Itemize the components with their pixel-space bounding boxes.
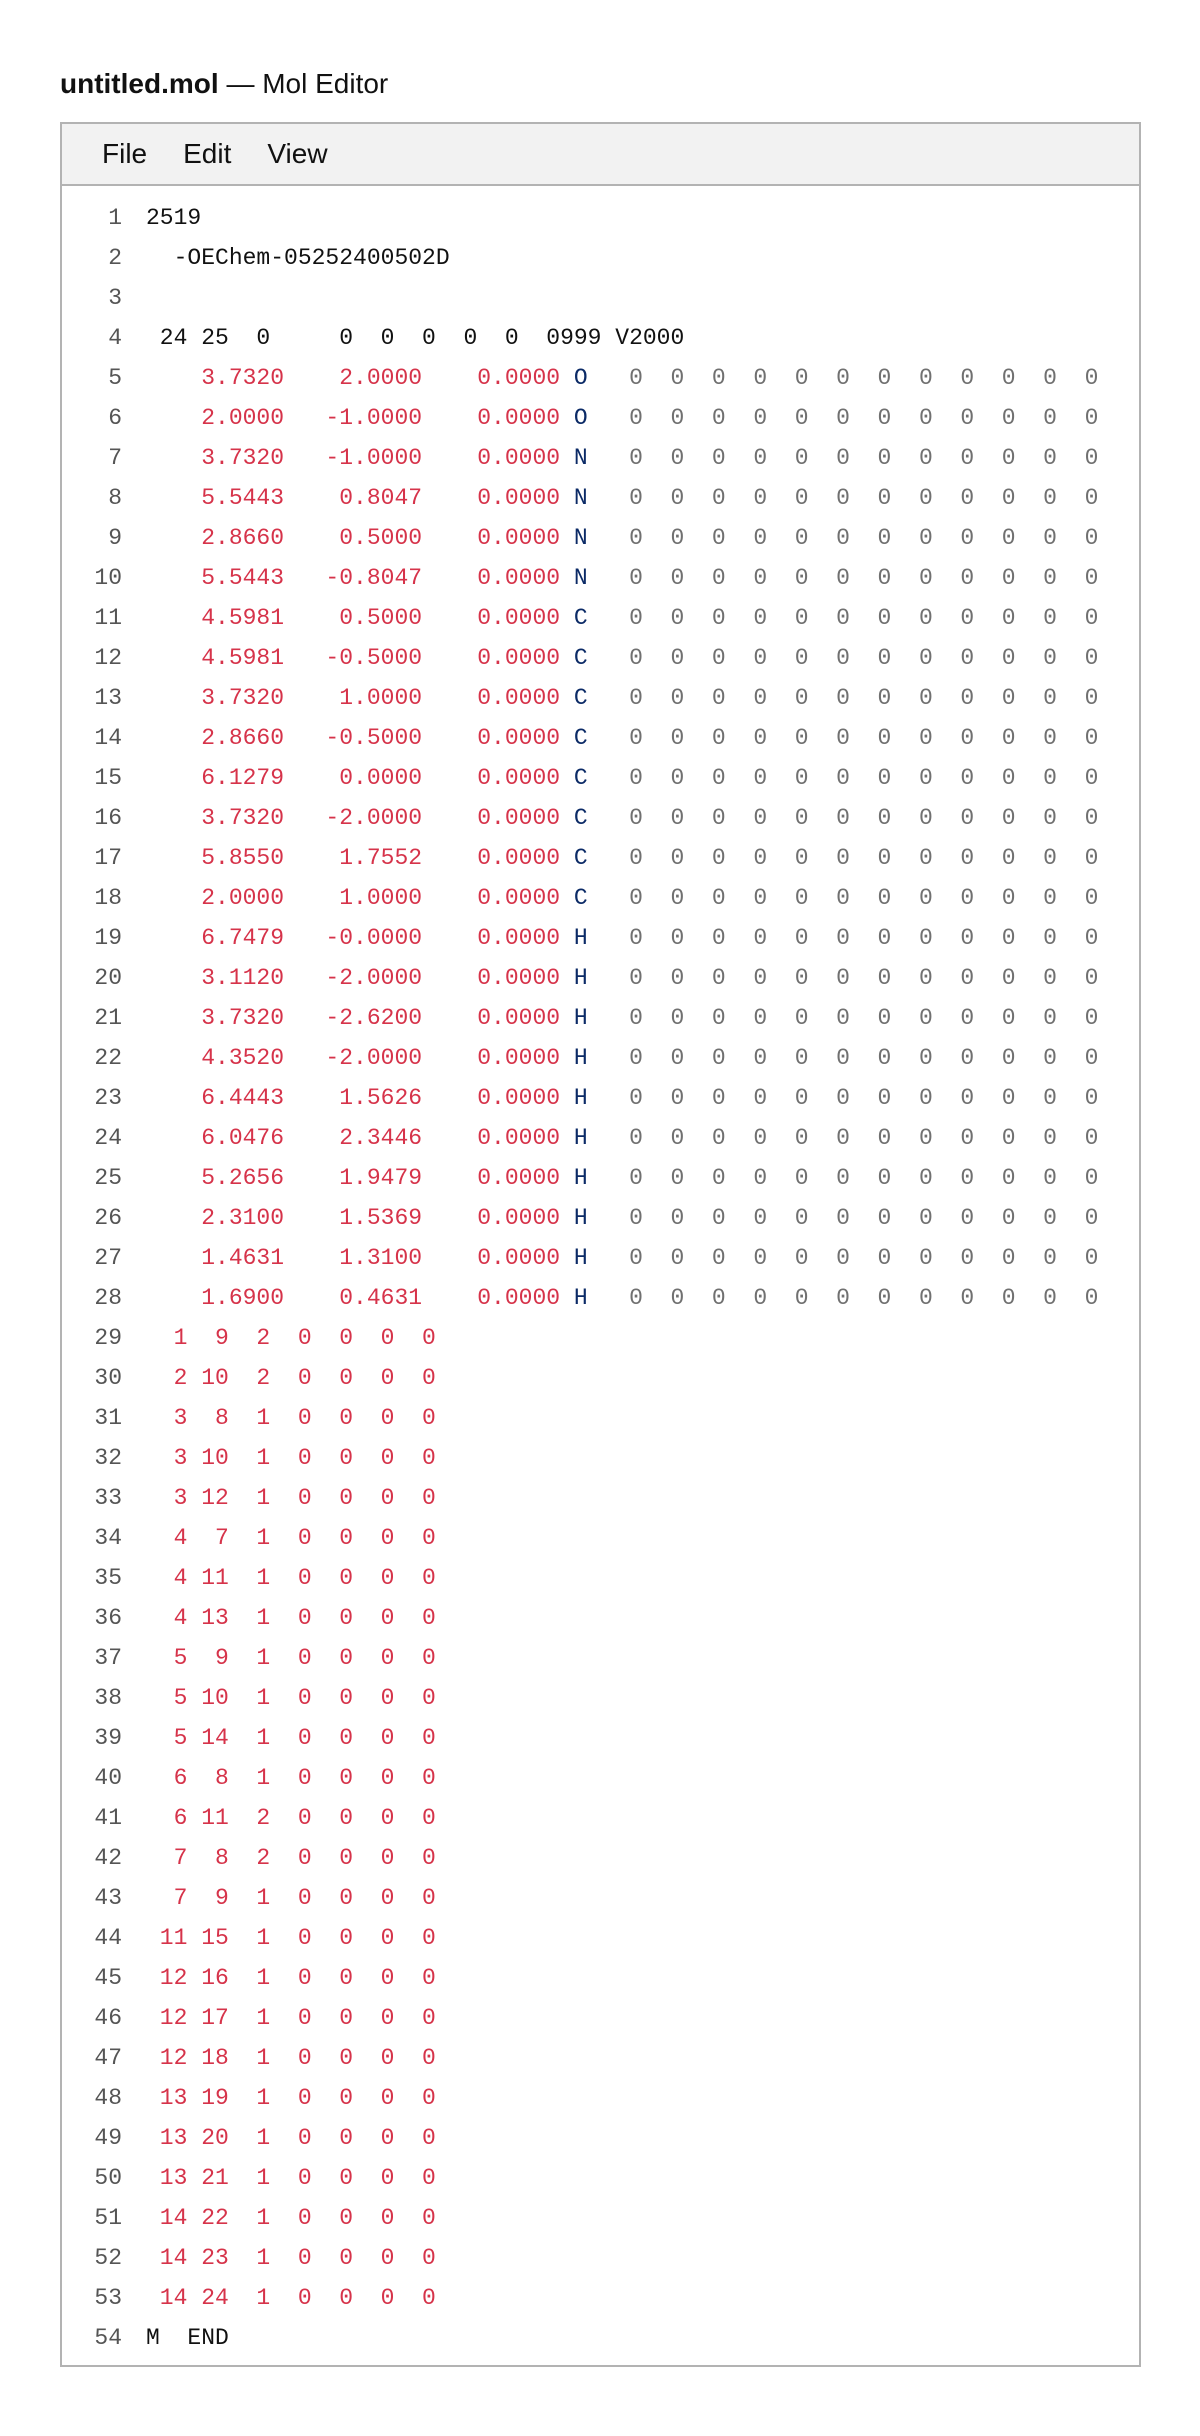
- atom-line[interactable]: [62, 398, 1139, 438]
- header-line[interactable]: [62, 238, 1139, 278]
- bond-text: 3 10 1 0 0 0 0: [146, 1445, 436, 1471]
- header-text: 2519: [146, 205, 202, 231]
- atom-element: C: [573, 645, 588, 671]
- atom-element: N: [573, 445, 588, 471]
- atom-line[interactable]: [62, 798, 1139, 838]
- bond-text: 4 13 1 0 0 0 0: [146, 1605, 436, 1631]
- file-name: untitled.mol: [60, 68, 219, 99]
- atom-flags: 0 0 0 0 0 0 0 0 0 0 0 0: [587, 885, 1099, 911]
- atom-element: H: [573, 1205, 588, 1231]
- line-number: 11: [94, 605, 122, 631]
- atom-line[interactable]: [62, 998, 1139, 1038]
- atom-coords: 1.4631 1.3100 0.0000: [146, 1245, 574, 1271]
- line-number: 28: [94, 1285, 122, 1311]
- line-number: 23: [94, 1085, 122, 1111]
- bond-line[interactable]: [62, 2078, 1139, 2118]
- atom-flags: 0 0 0 0 0 0 0 0 0 0 0 0: [587, 765, 1099, 791]
- line-number: 5: [108, 365, 122, 391]
- line-number: 15: [94, 765, 122, 791]
- bond-text: 5 9 1 0 0 0 0: [146, 1645, 436, 1671]
- bond-line[interactable]: [62, 1518, 1139, 1558]
- bond-line[interactable]: [62, 1798, 1139, 1838]
- atom-line[interactable]: [62, 1158, 1139, 1198]
- bond-line[interactable]: [62, 1918, 1139, 1958]
- line-number: 1: [108, 205, 122, 231]
- atom-flags: 0 0 0 0 0 0 0 0 0 0 0 0: [587, 525, 1099, 551]
- atom-flags: 0 0 0 0 0 0 0 0 0 0 0 0: [587, 1005, 1099, 1031]
- atom-flags: 0 0 0 0 0 0 0 0 0 0 0 0: [587, 565, 1099, 591]
- atom-line[interactable]: [62, 638, 1139, 678]
- atom-line[interactable]: [62, 1278, 1139, 1318]
- bond-text: 13 20 1 0 0 0 0: [146, 2125, 436, 2151]
- line-number: 37: [94, 1645, 122, 1671]
- atom-element: C: [573, 805, 588, 831]
- line-number: 52: [94, 2245, 122, 2271]
- bond-text: 7 8 2 0 0 0 0: [146, 1845, 436, 1871]
- line-number: 21: [94, 1005, 122, 1031]
- footer-line[interactable]: [62, 2318, 1139, 2358]
- line-number: 50: [94, 2165, 122, 2191]
- line-number: 29: [94, 1325, 122, 1351]
- bond-text: 7 9 1 0 0 0 0: [146, 1885, 436, 1911]
- bond-text: 1 9 2 0 0 0 0: [146, 1325, 436, 1351]
- line-number: 31: [94, 1405, 122, 1431]
- line-number: 8: [108, 485, 122, 511]
- atom-coords: 3.7320 -2.6200 0.0000: [146, 1005, 574, 1031]
- atom-element: H: [573, 1005, 588, 1031]
- line-number: 46: [94, 2005, 122, 2031]
- atom-element: O: [573, 365, 588, 391]
- line-number: 17: [94, 845, 122, 871]
- atom-flags: 0 0 0 0 0 0 0 0 0 0 0 0: [587, 485, 1099, 511]
- atom-element: H: [573, 1045, 588, 1071]
- menu-file[interactable]: File: [102, 138, 148, 169]
- atom-flags: 0 0 0 0 0 0 0 0 0 0 0 0: [587, 1165, 1099, 1191]
- atom-flags: 0 0 0 0 0 0 0 0 0 0 0 0: [587, 365, 1099, 391]
- bond-line[interactable]: [62, 1638, 1139, 1678]
- atom-coords: 2.0000 -1.0000 0.0000: [146, 405, 574, 431]
- line-number: 38: [94, 1685, 122, 1711]
- bond-line[interactable]: [62, 1718, 1139, 1758]
- line-number: 49: [94, 2125, 122, 2151]
- bond-text: 13 21 1 0 0 0 0: [146, 2165, 436, 2191]
- atom-line[interactable]: [62, 878, 1139, 918]
- bond-line[interactable]: [62, 1598, 1139, 1638]
- atom-flags: 0 0 0 0 0 0 0 0 0 0 0 0: [587, 925, 1099, 951]
- atom-element: N: [573, 485, 588, 511]
- line-number: 39: [94, 1725, 122, 1751]
- bond-line[interactable]: [62, 1558, 1139, 1598]
- atom-element: N: [573, 565, 588, 591]
- atom-element: O: [573, 405, 588, 431]
- bond-line[interactable]: [62, 1958, 1139, 1998]
- bond-text: 14 24 1 0 0 0 0: [146, 2285, 436, 2311]
- atom-coords: 6.1279 0.0000 0.0000: [146, 765, 574, 791]
- bond-line[interactable]: [62, 1358, 1139, 1398]
- line-number: 10: [94, 565, 122, 591]
- bond-text: 4 7 1 0 0 0 0: [146, 1525, 436, 1551]
- atom-element: H: [573, 1285, 588, 1311]
- menu-view[interactable]: View: [267, 138, 328, 169]
- atom-element: H: [573, 1165, 588, 1191]
- line-number: 30: [94, 1365, 122, 1391]
- atom-element: H: [573, 965, 588, 991]
- bond-text: 12 18 1 0 0 0 0: [146, 2045, 436, 2071]
- line-number: 53: [94, 2285, 122, 2311]
- atom-line[interactable]: [62, 958, 1139, 998]
- atom-line[interactable]: [62, 598, 1139, 638]
- bond-text: 5 10 1 0 0 0 0: [146, 1685, 436, 1711]
- bond-line[interactable]: [62, 1318, 1139, 1358]
- line-number: 43: [94, 1885, 122, 1911]
- atom-coords: 5.8550 1.7552 0.0000: [146, 845, 574, 871]
- app-name: — Mol Editor: [226, 68, 389, 99]
- line-number: 51: [94, 2205, 122, 2231]
- menu-edit[interactable]: Edit: [183, 138, 232, 169]
- line-number: 26: [94, 1205, 122, 1231]
- line-number: 4: [108, 325, 122, 351]
- line-number: 2: [108, 245, 122, 271]
- atom-coords: 5.5443 -0.8047 0.0000: [146, 565, 574, 591]
- atom-element: C: [573, 725, 588, 751]
- atom-flags: 0 0 0 0 0 0 0 0 0 0 0 0: [587, 1245, 1099, 1271]
- header-line[interactable]: [62, 278, 1139, 318]
- line-number: 3: [108, 285, 122, 311]
- atom-flags: 0 0 0 0 0 0 0 0 0 0 0 0: [587, 405, 1099, 431]
- bond-line[interactable]: [62, 2118, 1139, 2158]
- line-number: 25: [94, 1165, 122, 1191]
- atom-flags: 0 0 0 0 0 0 0 0 0 0 0 0: [587, 605, 1099, 631]
- bond-line[interactable]: [62, 2238, 1139, 2278]
- line-number: 36: [94, 1605, 122, 1631]
- atom-flags: 0 0 0 0 0 0 0 0 0 0 0 0: [587, 1285, 1099, 1311]
- bond-line[interactable]: [62, 1758, 1139, 1798]
- atom-line[interactable]: [62, 1198, 1139, 1238]
- atom-coords: 6.0476 2.3446 0.0000: [146, 1125, 574, 1151]
- bond-text: 3 8 1 0 0 0 0: [146, 1405, 436, 1431]
- atom-flags: 0 0 0 0 0 0 0 0 0 0 0 0: [587, 685, 1099, 711]
- line-number: 32: [94, 1445, 122, 1471]
- line-number: 54: [94, 2325, 122, 2351]
- atom-element: H: [573, 1245, 588, 1271]
- atom-flags: 0 0 0 0 0 0 0 0 0 0 0 0: [587, 645, 1099, 671]
- bond-text: 6 11 2 0 0 0 0: [146, 1805, 436, 1831]
- atom-element: H: [573, 925, 588, 951]
- line-number: 27: [94, 1245, 122, 1271]
- atom-line[interactable]: [62, 438, 1139, 478]
- bond-text: 6 8 1 0 0 0 0: [146, 1765, 436, 1791]
- header-text: -OEChem-05252400502D: [146, 245, 450, 271]
- bond-text: 11 15 1 0 0 0 0: [146, 1925, 436, 1951]
- bond-text: 14 22 1 0 0 0 0: [146, 2205, 436, 2231]
- atom-coords: 2.8660 -0.5000 0.0000: [146, 725, 574, 751]
- atom-element: C: [573, 845, 588, 871]
- bond-text: 4 11 1 0 0 0 0: [146, 1565, 436, 1591]
- atom-line[interactable]: [62, 1078, 1139, 1118]
- bond-line[interactable]: [62, 1678, 1139, 1718]
- atom-coords: 2.8660 0.5000 0.0000: [146, 525, 574, 551]
- atom-line[interactable]: [62, 1238, 1139, 1278]
- line-number: 13: [94, 685, 122, 711]
- atom-flags: 0 0 0 0 0 0 0 0 0 0 0 0: [587, 1045, 1099, 1071]
- line-number: 42: [94, 1845, 122, 1871]
- atom-flags: 0 0 0 0 0 0 0 0 0 0 0 0: [587, 1205, 1099, 1231]
- footer-text: M END: [146, 2325, 229, 2351]
- bond-text: 2 10 2 0 0 0 0: [146, 1365, 436, 1391]
- atom-line[interactable]: [62, 518, 1139, 558]
- atom-line[interactable]: [62, 838, 1139, 878]
- atom-coords: 2.0000 1.0000 0.0000: [146, 885, 574, 911]
- atom-coords: 4.3520 -2.0000 0.0000: [146, 1045, 574, 1071]
- line-number: 18: [94, 885, 122, 911]
- atom-coords: 3.7320 -2.0000 0.0000: [146, 805, 574, 831]
- atom-coords: 3.1120 -2.0000 0.0000: [146, 965, 574, 991]
- line-number: 24: [94, 1125, 122, 1151]
- header-text: 24 25 0 0 0 0 0 0 0999 V2000: [146, 325, 685, 351]
- atom-element: C: [573, 765, 588, 791]
- bond-line[interactable]: [62, 2278, 1139, 2318]
- atom-element: H: [573, 1085, 588, 1111]
- atom-line[interactable]: [62, 918, 1139, 958]
- line-number: 35: [94, 1565, 122, 1591]
- atom-line[interactable]: [62, 1118, 1139, 1158]
- atom-flags: 0 0 0 0 0 0 0 0 0 0 0 0: [587, 1125, 1099, 1151]
- atom-flags: 0 0 0 0 0 0 0 0 0 0 0 0: [587, 725, 1099, 751]
- line-number: 48: [94, 2085, 122, 2111]
- atom-coords: 3.7320 2.0000 0.0000: [146, 365, 574, 391]
- atom-element: C: [573, 605, 588, 631]
- atom-element: C: [573, 885, 588, 911]
- line-number: 22: [94, 1045, 122, 1071]
- line-number: 40: [94, 1765, 122, 1791]
- line-number: 45: [94, 1965, 122, 1991]
- header-line[interactable]: [62, 198, 1139, 238]
- editor-panel: [60, 122, 1141, 2367]
- atom-coords: 3.7320 1.0000 0.0000: [146, 685, 574, 711]
- atom-coords: 6.7479 -0.0000 0.0000: [146, 925, 574, 951]
- window-title: [60, 68, 388, 100]
- bond-text: 5 14 1 0 0 0 0: [146, 1725, 436, 1751]
- bond-line[interactable]: [62, 1438, 1139, 1478]
- line-number: 6: [108, 405, 122, 431]
- atom-flags: 0 0 0 0 0 0 0 0 0 0 0 0: [587, 805, 1099, 831]
- line-number: 7: [108, 445, 122, 471]
- bond-line[interactable]: [62, 1398, 1139, 1438]
- line-number: 41: [94, 1805, 122, 1831]
- atom-flags: 0 0 0 0 0 0 0 0 0 0 0 0: [587, 965, 1099, 991]
- atom-line[interactable]: [62, 718, 1139, 758]
- atom-flags: 0 0 0 0 0 0 0 0 0 0 0 0: [587, 845, 1099, 871]
- code-area[interactable]: [62, 186, 1139, 2358]
- bond-text: 12 17 1 0 0 0 0: [146, 2005, 436, 2031]
- atom-element: N: [573, 525, 588, 551]
- atom-line[interactable]: [62, 558, 1139, 598]
- atom-coords: 4.5981 0.5000 0.0000: [146, 605, 574, 631]
- atom-coords: 4.5981 -0.5000 0.0000: [146, 645, 574, 671]
- line-number: 34: [94, 1525, 122, 1551]
- line-number: 47: [94, 2045, 122, 2071]
- atom-element: C: [573, 685, 588, 711]
- bond-line[interactable]: [62, 2158, 1139, 2198]
- atom-line[interactable]: [62, 478, 1139, 518]
- menu-bar: [62, 124, 1139, 186]
- line-number: 20: [94, 965, 122, 991]
- atom-line[interactable]: [62, 1038, 1139, 1078]
- line-number: 14: [94, 725, 122, 751]
- bond-line[interactable]: [62, 2198, 1139, 2238]
- atom-element: H: [573, 1125, 588, 1151]
- bond-line[interactable]: [62, 1878, 1139, 1918]
- atom-line[interactable]: [62, 678, 1139, 718]
- atom-coords: 3.7320 -1.0000 0.0000: [146, 445, 574, 471]
- bond-line[interactable]: [62, 1838, 1139, 1878]
- atom-coords: 5.2656 1.9479 0.0000: [146, 1165, 574, 1191]
- line-number: 44: [94, 1925, 122, 1951]
- line-number: 12: [94, 645, 122, 671]
- bond-text: 3 12 1 0 0 0 0: [146, 1485, 436, 1511]
- atom-coords: 2.3100 1.5369 0.0000: [146, 1205, 574, 1231]
- bond-text: 12 16 1 0 0 0 0: [146, 1965, 436, 1991]
- atom-coords: 1.6900 0.4631 0.0000: [146, 1285, 574, 1311]
- atom-coords: 5.5443 0.8047 0.0000: [146, 485, 574, 511]
- atom-line[interactable]: [62, 358, 1139, 398]
- header-line[interactable]: [62, 318, 1139, 358]
- atom-line[interactable]: [62, 758, 1139, 798]
- line-number: 16: [94, 805, 122, 831]
- line-number: 9: [108, 525, 122, 551]
- bond-line[interactable]: [62, 1478, 1139, 1518]
- bond-line[interactable]: [62, 1998, 1139, 2038]
- line-number: 19: [94, 925, 122, 951]
- line-number: 33: [94, 1485, 122, 1511]
- bond-line[interactable]: [62, 2038, 1139, 2078]
- atom-flags: 0 0 0 0 0 0 0 0 0 0 0 0: [587, 445, 1099, 471]
- atom-coords: 6.4443 1.5626 0.0000: [146, 1085, 574, 1111]
- bond-text: 14 23 1 0 0 0 0: [146, 2245, 436, 2271]
- atom-flags: 0 0 0 0 0 0 0 0 0 0 0 0: [587, 1085, 1099, 1111]
- bond-text: 13 19 1 0 0 0 0: [146, 2085, 436, 2111]
